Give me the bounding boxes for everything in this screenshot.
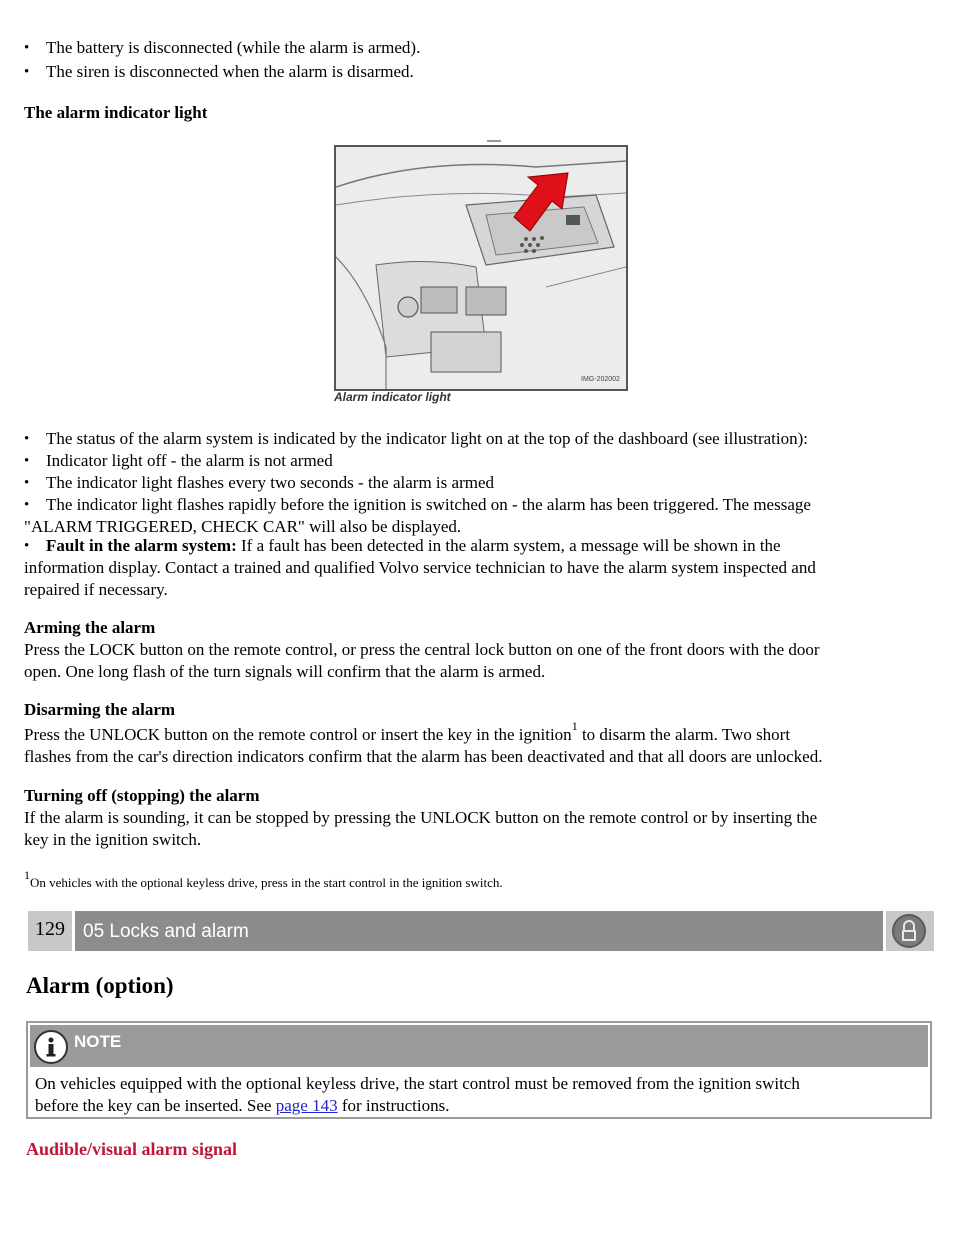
turning-off-heading: Turning off (stopping) the alarm: [24, 786, 260, 805]
note-header: [30, 1025, 928, 1067]
footnote-ref: 1: [571, 719, 578, 734]
disarming-heading: Disarming the alarm: [24, 700, 176, 719]
note-text-b: for instructions.: [337, 1096, 450, 1115]
bullet-status: The status of the alarm system is indicated by the indicator light on at the top of the dashboard (see illustration):: [46, 429, 808, 448]
dashboard-illustration: [334, 145, 628, 391]
lock-icon: [892, 914, 926, 948]
disarming-text-b: to disarm the alarm. Two short: [577, 725, 791, 744]
arming-heading: Arming the alarm: [24, 618, 156, 637]
footnote: [24, 867, 503, 894]
chapter-header-bar: [28, 911, 934, 951]
arming-line-1: Press the LOCK button on the remote control, or press the central lock button on one of the front doors with the door: [24, 640, 820, 659]
dashboard-drawing: [336, 147, 626, 389]
fault-line-1: [46, 535, 781, 557]
info-icon: [34, 1030, 68, 1064]
note-label: NOTE: [74, 1032, 122, 1051]
bullet-flashes-rapidly: The indicator light flashes rapidly before the ignition is switched on - the alarm has been triggered. The message: [46, 495, 811, 514]
note-box: [26, 1021, 932, 1119]
arming-line-2: open. One long flash of the turn signals will confirm that the alarm is armed.: [24, 662, 546, 681]
turning-off-line-2: key in the ignition switch.: [24, 830, 202, 849]
triggered-message-line: "ALARM TRIGGERED, CHECK CAR" will also be displayed.: [24, 517, 462, 536]
chapter-title: 05 Locks and alarm: [75, 911, 883, 951]
footnote-text: On vehicles with the optional keyless drive, press in the start control in the ignition switch.: [30, 875, 503, 890]
fault-text: If a fault has been detected in the alarm system, a message will be shown in the: [241, 536, 781, 555]
figure-tick: [487, 140, 501, 142]
disarming-line-1: [24, 719, 791, 746]
disarming-text-a: Press the UNLOCK button on the remote control or insert the key in the ignition: [24, 725, 572, 744]
bullet-siren: The siren is disconnected when the alarm is disarmed.: [46, 62, 414, 81]
fault-label: Fault in the alarm system:: [46, 536, 237, 555]
fault-line-2: information display. Contact a trained and qualified Volvo service technician to have the alarm system inspected and: [24, 558, 816, 577]
bullet-battery: The battery is disconnected (while the alarm is armed).: [46, 38, 421, 57]
indicator-heading: The alarm indicator light: [24, 103, 208, 122]
turning-off-line-1: If the alarm is sounding, it can be stopped by pressing the UNLOCK button on the remote control or by inserting the: [24, 808, 818, 827]
audible-visual-heading: Audible/visual alarm signal: [26, 1139, 238, 1159]
bullet-light-off: Indicator light off - the alarm is not armed: [46, 451, 333, 470]
bullet-flashes-two-seconds: The indicator light flashes every two seconds - the alarm is armed: [46, 473, 494, 492]
note-line-2: [35, 1095, 449, 1117]
chapter-icon-box: [886, 911, 934, 951]
figure-code: IMG-202002: [581, 376, 620, 383]
section-title: Alarm (option): [26, 973, 174, 998]
figure-caption: Alarm indicator light: [334, 390, 451, 404]
footnote-mark: 1: [24, 867, 30, 882]
page-143-link[interactable]: page 143: [275, 1096, 338, 1115]
page-number: 129: [28, 911, 72, 951]
note-text-a: before the key can be inserted. See: [35, 1096, 276, 1115]
note-line-1: On vehicles equipped with the optional keyless drive, the start control must be removed from the ignition switch: [35, 1074, 800, 1093]
disarming-line-2: flashes from the car's direction indicators confirm that the alarm has been deactivated and that all doors are unlocked.: [24, 747, 823, 766]
fault-line-3: repaired if necessary.: [24, 580, 168, 599]
